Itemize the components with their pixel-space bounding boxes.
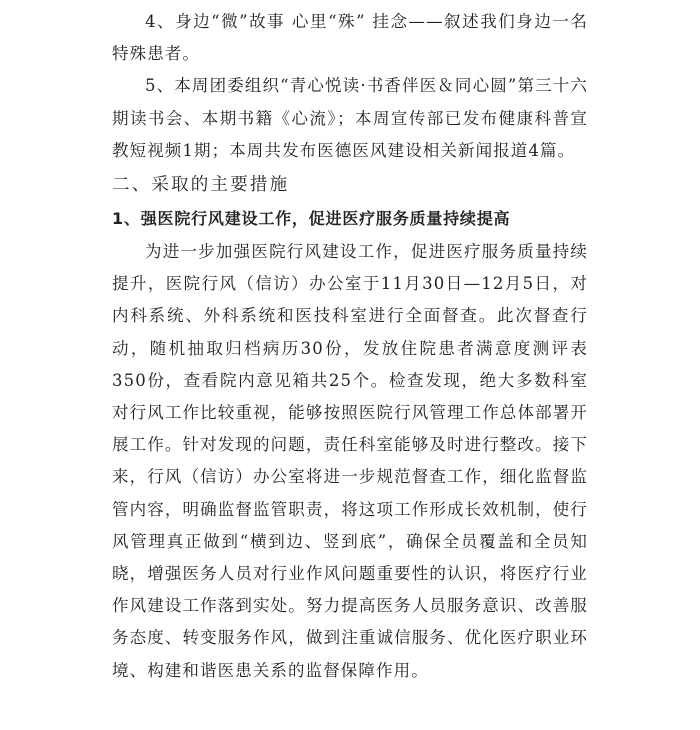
subsection-heading: 1、强医院行风建设工作，促进医疗服务质量持续提高: [112, 209, 511, 229]
list-item-5: 5、本周团委组织“青心悦读·书香伴医＆同心圆”第三十六期读书会、本期书籍《心流》；本周宣传部已发布健康科普宣教短视频1期；本周共发布医德医风建设相关新闻报道4篇。: [112, 76, 588, 160]
list-item-4: 4、身边“微”故事 心里“殊” 挂念——叙述我们身边一名特殊患者。: [112, 12, 588, 64]
section-heading: 二、采取的主要措施: [112, 175, 290, 196]
body-paragraph: 为进一步加强医院行风建设工作，促进医疗服务质量持续提升，医院行风（信访）办公室于11月30日—12月5日，对内科系统、外科系统和医技科室进行全面督查。此次督查行动，随机抽取归档病历30份，发放住院患者满意度测评表350份，查看院内意见箱共25个。检查发现，绝大多数科室对行风工作比较重视，能够按照医院行风管理工作总体部署开展工作。针对发现的问题，责任科室能够及时进行整改。接下来，行风（信访）办公室将进一步规范督查工作，细化监督监管内容，明确监督监管职责，将这项工作形成长效机制，使行风管理真正做到“横到边、竖到底”，确保全员覆盖和全员知晓，增强医务人员对行业作风问题重要性的认识，将医疗行业作风建设工作落到实处。努力提高医务人员服务意识、改善服务态度、转变服务作风，做到注重诚信服务、优化医疗职业环境、构建和谐医患关系的监督保障作用。: [112, 242, 588, 680]
